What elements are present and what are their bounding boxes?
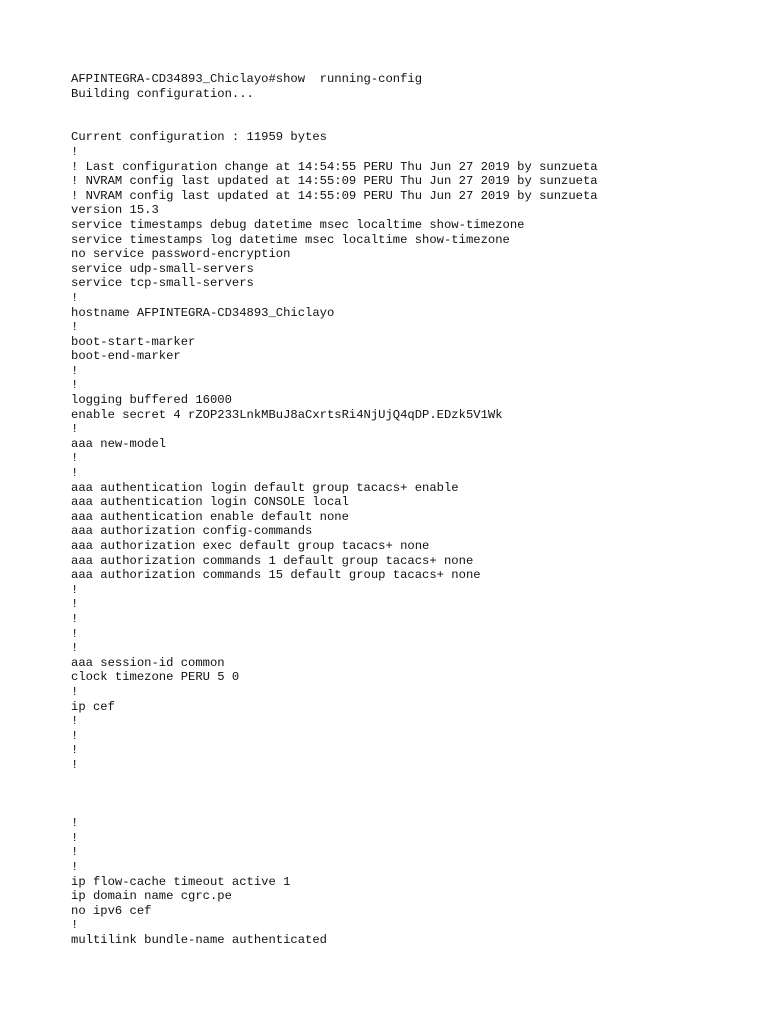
config-line <box>71 101 751 116</box>
config-line: ! <box>71 757 79 772</box>
config-line: logging buffered 16000 <box>71 393 232 408</box>
config-line: ! <box>71 451 79 466</box>
config-line: ip domain name cgrc.pe <box>71 889 232 904</box>
config-line <box>71 787 751 802</box>
config-line <box>71 116 751 131</box>
config-line: ! NVRAM config last updated at 14:55:09 PERU Thu Jun 27 2019 by sunzueta <box>71 188 598 203</box>
config-line: ! <box>71 290 79 305</box>
config-line: ! NVRAM config last updated at 14:55:09 PERU Thu Jun 27 2019 by sunzueta <box>71 174 598 189</box>
config-line: ip flow-cache timeout active 1 <box>71 874 291 889</box>
config-line: ip cef <box>71 699 115 714</box>
config-line: ! <box>71 684 79 699</box>
config-line: aaa authentication enable default none <box>71 509 349 524</box>
config-line: ! <box>71 845 79 860</box>
config-line: service tcp-small-servers <box>71 276 254 291</box>
config-line: service timestamps log datetime msec localtime show-timezone <box>71 232 510 247</box>
config-line: AFPINTEGRA-CD34893_Chiclayo#show running-config <box>71 72 423 86</box>
config-line: ! <box>71 611 79 626</box>
config-line: service udp-small-servers <box>71 261 254 276</box>
config-line: ! <box>71 363 79 378</box>
config-line: Building configuration... <box>71 86 254 101</box>
config-line: hostname AFPINTEGRA-CD34893_Chiclayo <box>71 305 335 320</box>
config-line: ! <box>71 144 79 159</box>
config-line: Current configuration : 11959 bytes <box>71 130 327 145</box>
config-line: service timestamps debug datetime msec localtime show-timezone <box>71 217 525 232</box>
config-line: aaa authorization exec default group tacacs+ none <box>71 539 430 553</box>
config-line: aaa authorization config-commands <box>71 524 313 539</box>
config-line: ! <box>71 582 79 597</box>
config-line: clock timezone PERU 5 0 <box>71 670 240 685</box>
config-line <box>71 802 751 817</box>
config-line: ! Last configuration change at 14:54:55 PERU Thu Jun 27 2019 by sunzueta <box>71 159 598 174</box>
config-line: aaa authorization commands 15 default group tacacs+ none <box>71 568 481 583</box>
config-line: ! <box>71 830 79 845</box>
config-line: ! <box>71 816 79 831</box>
config-line: ! <box>71 918 79 933</box>
config-line: ! <box>71 860 79 875</box>
config-line: ! <box>71 728 79 743</box>
config-line: ! <box>71 641 79 656</box>
config-line: no service password-encryption <box>71 247 291 262</box>
config-line: no ipv6 cef <box>71 903 152 918</box>
config-line: ! <box>71 466 79 481</box>
config-line: aaa session-id common <box>71 655 225 670</box>
config-line: boot-end-marker <box>71 349 181 364</box>
config-line <box>71 773 751 788</box>
config-line: aaa authentication login CONSOLE local <box>71 495 349 510</box>
config-line: ! <box>71 597 79 612</box>
config-line: aaa new-model <box>71 436 167 451</box>
config-line: ! <box>71 714 79 729</box>
config-line: boot-start-marker <box>71 334 196 349</box>
config-line: enable secret 4 rZOP233LnkMBuJ8aCxrtsRi4NjUjQ4qDP.EDzk5V1Wk <box>71 407 503 422</box>
config-document <box>71 72 751 948</box>
config-line: ! <box>71 320 79 335</box>
config-line: ! <box>71 422 79 437</box>
config-line: ! <box>71 743 79 758</box>
config-line: version 15.3 <box>71 203 159 218</box>
config-line: multilink bundle-name authenticated <box>71 933 327 948</box>
config-line: aaa authorization commands 1 default group tacacs+ none <box>71 553 474 568</box>
config-line: ! <box>71 378 79 393</box>
config-line: aaa authentication login default group tacacs+ enable <box>71 480 459 495</box>
config-line: ! <box>71 626 79 641</box>
